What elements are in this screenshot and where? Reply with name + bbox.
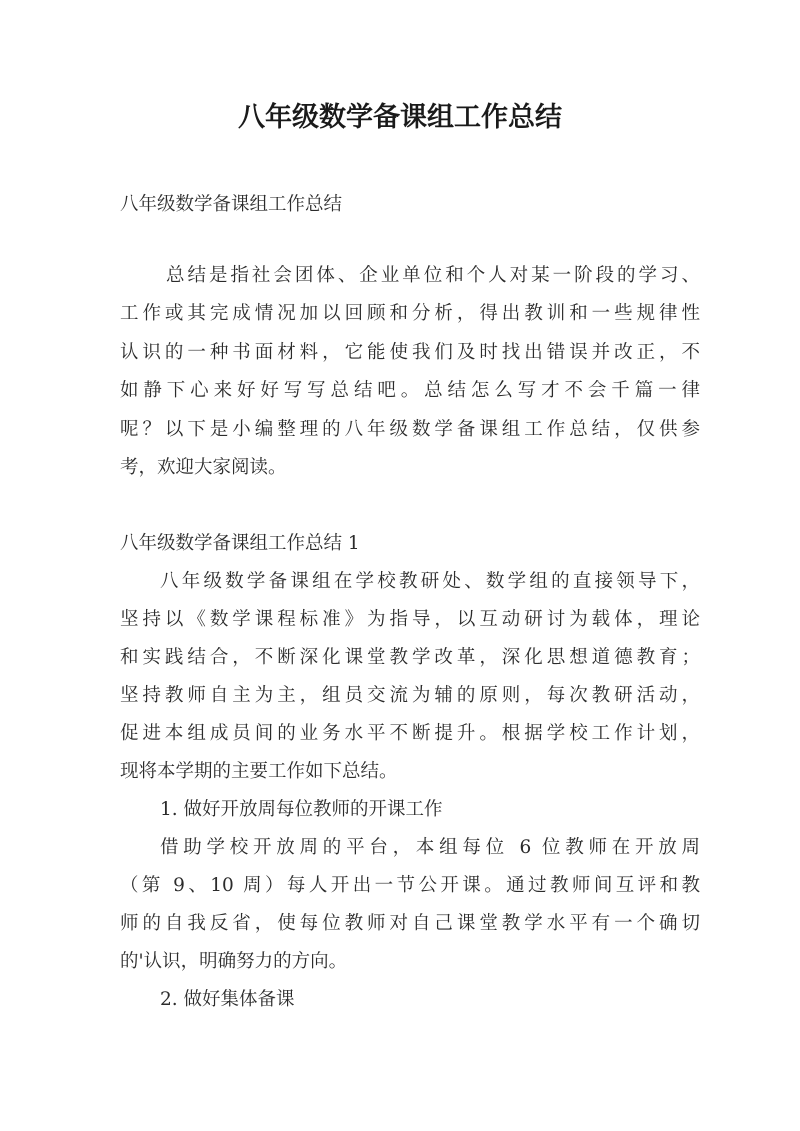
item-heading: 2. 做好集体备课 bbox=[160, 989, 295, 1010]
document-subtitle: 八年级数学备课组工作总结 bbox=[120, 194, 343, 215]
item-line: 借助学校开放周的平台，本组每位 6 位教师在开放周 bbox=[160, 837, 700, 858]
item-heading: 1. 做好开放周每位教师的开课工作 bbox=[160, 799, 443, 820]
intro-line: 考，欢迎大家阅读。 bbox=[120, 457, 287, 478]
section-line: 坚持以《数学课程标准》为指导，以互动研讨为载体，理论 bbox=[120, 609, 700, 630]
intro-line: 认识的一种书面材料，它能使我们及时找出错误并改正，不 bbox=[120, 342, 700, 363]
item-line: （第 9、10 周）每人开出一节公开课。通过教师间互评和教 bbox=[120, 875, 700, 896]
intro-line: 总结是指社会团体、企业单位和个人对某一阶段的学习、 bbox=[166, 265, 700, 286]
intro-line: 工作或其完成情况加以回顾和分析，得出教训和一些规律性 bbox=[120, 303, 700, 324]
section-line: 促进本组成员间的业务水平不断提升。根据学校工作计划， bbox=[120, 723, 700, 744]
intro-line: 如静下心来好好写写总结吧。总结怎么写才不会千篇一律 bbox=[120, 380, 700, 401]
item-line: 的'认识，明确努力的方向。 bbox=[120, 951, 348, 972]
section-line: 现将本学期的主要工作如下总结。 bbox=[120, 761, 398, 782]
section-line: 八年级数学备课组在学校教研处、数学组的直接领导下， bbox=[160, 571, 700, 592]
item-line: 师的自我反省，使每位教师对自己课堂教学水平有一个确切 bbox=[120, 913, 700, 934]
document-title: 八年级数学备课组工作总结 bbox=[238, 102, 562, 133]
section-heading: 八年级数学备课组工作总结 1 bbox=[120, 533, 360, 554]
intro-line: 呢？以下是小编整理的八年级数学备课组工作总结，仅供参 bbox=[120, 419, 700, 440]
section-line: 坚持教师自主为主，组员交流为辅的原则，每次教研活动， bbox=[120, 685, 700, 706]
section-line: 和实践结合，不断深化课堂教学改革，深化思想道德教育； bbox=[120, 647, 700, 668]
